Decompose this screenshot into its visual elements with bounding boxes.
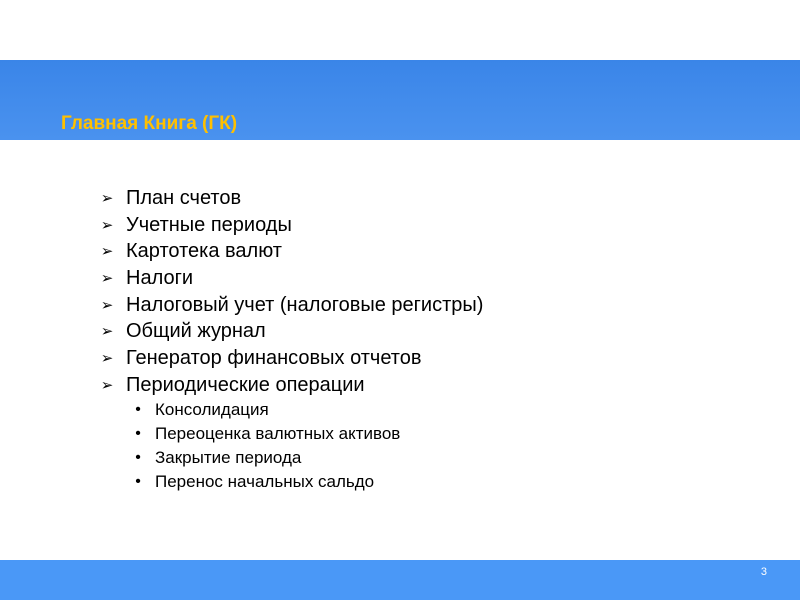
bullet-dot-icon: •: [135, 425, 141, 442]
arrow-right-icon: ➢: [100, 216, 114, 234]
arrow-right-icon: ➢: [100, 269, 114, 287]
sub-bullet-list: [133, 398, 400, 494]
footer-band: [0, 560, 800, 600]
sub-list-item: [133, 470, 400, 494]
list-item: [100, 292, 483, 319]
list-item: [100, 318, 483, 345]
arrow-right-icon: ➢: [100, 323, 114, 341]
sub-list-item-label: Консолидация: [155, 400, 269, 419]
sub-list-item-label: Переоценка валютных активов: [155, 424, 401, 443]
list-item: [100, 238, 483, 265]
arrow-right-icon: ➢: [100, 189, 114, 207]
arrow-right-icon: ➢: [100, 296, 114, 314]
list-item-label: План счетов: [126, 186, 242, 209]
sub-list-item-label: Закрытие периода: [155, 448, 302, 467]
list-item-label: Налоговый учет (налоговые регистры): [126, 293, 484, 316]
list-item-label: Генератор финансовых отчетов: [126, 346, 422, 369]
bullet-dot-icon: •: [135, 473, 141, 490]
list-item: [100, 345, 483, 372]
list-item-label: Периодические операции: [126, 373, 365, 396]
sub-list-item: [133, 422, 400, 446]
list-item: [100, 265, 483, 292]
list-item-label: Налоги: [126, 266, 194, 289]
slide-title: Главная Книга (ГК): [61, 113, 238, 134]
arrow-right-icon: ➢: [100, 349, 114, 367]
list-item-label: Картотека валют: [126, 240, 282, 263]
sub-list-item: [133, 446, 400, 470]
bullet-list: [100, 185, 483, 399]
arrow-right-icon: ➢: [100, 376, 114, 394]
list-item: [100, 185, 483, 212]
page-number: 3: [760, 566, 767, 578]
arrow-right-icon: ➢: [100, 243, 114, 261]
list-item: [100, 372, 483, 399]
bullet-dot-icon: •: [135, 449, 141, 466]
sub-list-item-label: Перенос начальных сальдо: [155, 472, 375, 491]
list-item: [100, 212, 483, 239]
sub-list-item: [133, 398, 400, 422]
bullet-dot-icon: •: [135, 401, 141, 418]
list-item-label: Учетные периоды: [126, 213, 292, 236]
list-item-label: Общий журнал: [126, 320, 266, 343]
